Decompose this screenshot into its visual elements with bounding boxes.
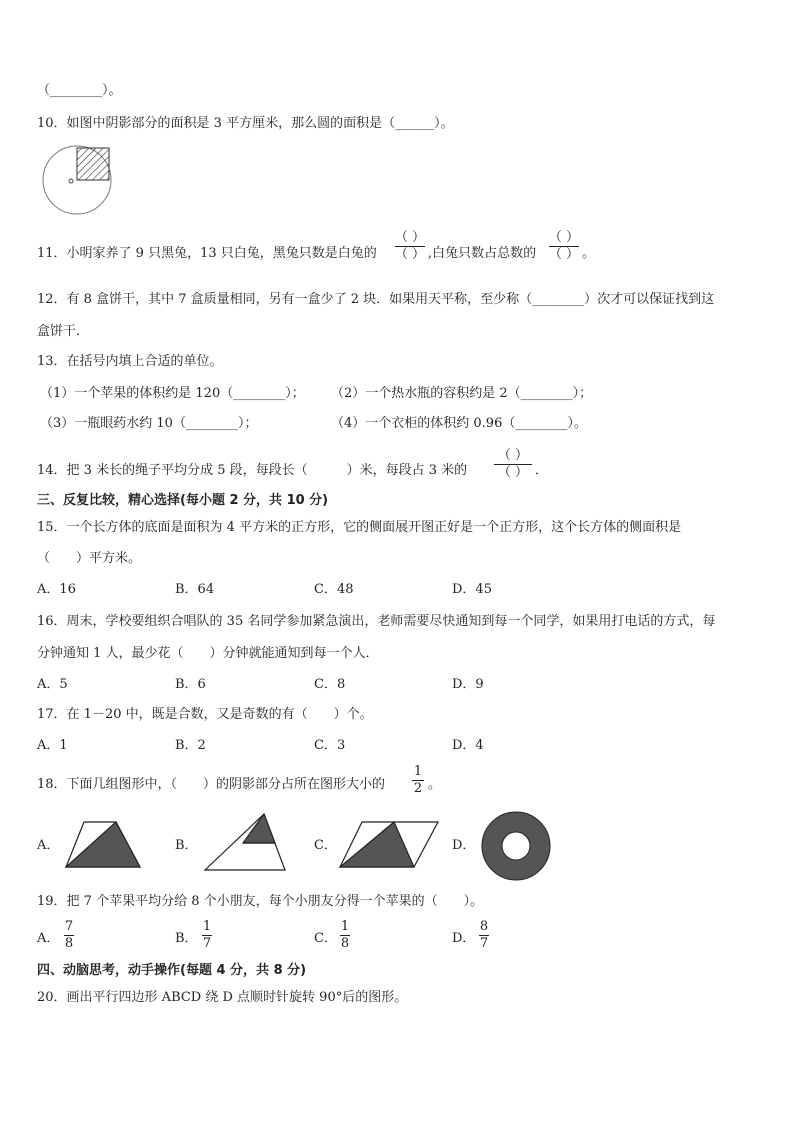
q19-c-num: 1 — [340, 919, 350, 934]
q11-frac1-num: （ ） — [394, 230, 426, 245]
q11-frac2-num: （ ） — [548, 230, 580, 245]
q16-option-d[interactable]: D．9 — [452, 677, 484, 692]
question-15-line-1: 15．一个长方体的底面是面积为 4 平方米的正方形，它的侧面展开图正好是一个正方形，这个长方体的侧面积是 — [37, 520, 682, 535]
q18-figure-c-parallelogram[interactable] — [338, 820, 440, 870]
q19-option-c-fraction[interactable] — [338, 919, 352, 952]
q18-option-b-label[interactable]: B． — [175, 838, 198, 853]
q18-fraction-half — [410, 764, 426, 797]
q11-text-2: ,白兔只数占总数的 — [428, 246, 537, 261]
q19-option-b-label[interactable]: B． — [175, 931, 198, 946]
q19-option-b-fraction[interactable] — [200, 919, 214, 952]
q19-c-den: 8 — [340, 936, 350, 951]
q17-option-c[interactable]: C．3 — [314, 738, 346, 753]
q19-a-num: 7 — [64, 919, 74, 934]
question-10: 10．如图中阴影部分的面积是 3 平方厘米，那么圆的面积是（______）。 — [37, 116, 454, 131]
q18-option-d-label[interactable]: D． — [452, 838, 476, 853]
q10-circle-figure — [40, 140, 120, 220]
q14-frac-num: （ ） — [497, 448, 529, 463]
q14-tail: ． — [535, 463, 549, 478]
q19-option-d-label[interactable]: D． — [452, 931, 476, 946]
q11-frac2-den: （ ） — [548, 247, 580, 262]
q16-option-b[interactable]: B．6 — [175, 677, 206, 692]
q18-frac-den: 2 — [413, 781, 423, 796]
question-13: 13．在括号内填上合适的单位。 — [37, 354, 223, 369]
q19-b-num: 1 — [202, 919, 212, 934]
question-20: 20．画出平行四边形 ABCD 绕 D 点顺时针旋转 90°后的图形。 — [37, 990, 408, 1005]
q18-figure-b-triangle[interactable] — [203, 812, 287, 872]
question-12-line-2: 盒饼干． — [37, 324, 90, 339]
q11-frac1-den: （ ） — [394, 247, 426, 262]
q17-option-a[interactable]: A．1 — [37, 738, 68, 753]
q19-option-c-label[interactable]: C． — [314, 931, 337, 946]
q19-a-den: 8 — [64, 936, 74, 951]
q19-option-a-fraction[interactable] — [62, 919, 76, 952]
question-17: 17．在 1－20 中，既是合数，又是奇数的有（ ）个。 — [37, 707, 373, 722]
q18-frac-num: 1 — [413, 764, 423, 779]
q19-b-den: 7 — [202, 936, 212, 951]
q13-item-1: （1）一个苹果的体积约是 120（________）； — [40, 386, 305, 401]
q13-item-3: （3）一瓶眼药水约 10（________）； — [40, 416, 258, 431]
q18-figure-d-ring[interactable] — [480, 810, 552, 882]
q19-option-a-label[interactable]: A． — [37, 931, 60, 946]
q11-fraction-blank-1 — [393, 230, 427, 263]
q14-frac-den: （ ） — [497, 465, 529, 480]
q19-d-num: 8 — [479, 919, 489, 934]
q9-answer-blank: （________）。 — [37, 83, 122, 98]
question-11 — [37, 245, 377, 263]
q17-option-b[interactable]: B．2 — [175, 738, 206, 753]
q16-option-a[interactable]: A．5 — [37, 677, 68, 692]
q16-option-c[interactable]: C．8 — [314, 677, 346, 692]
section-3-heading: 三、反复比较，精心选择(每小题 2 分，共 10 分) — [37, 493, 329, 508]
q19-d-den: 7 — [479, 936, 489, 951]
q15-option-d[interactable]: D．45 — [452, 582, 492, 597]
q17-option-d[interactable]: D．4 — [452, 738, 484, 753]
question-16-line-1: 16．周末，学校要组织合唱队的 35 名同学参加紧急演出，老师需要尽快通知到每一个同学，如果用打电话的方式，每 — [37, 614, 716, 629]
q15-option-a[interactable]: A．16 — [37, 582, 76, 597]
q11-text-3: 。 — [582, 246, 596, 261]
question-14: 14．把 3 米长的绳子平均分成 5 段，每段长（ ）米，每段占 3 米的 — [37, 463, 468, 478]
q19-option-d-fraction[interactable] — [477, 919, 491, 952]
q11-fraction-blank-2 — [547, 230, 581, 263]
q13-item-2: （2）一个热水瓶的容积约是 2（________）； — [331, 386, 593, 401]
q11-text-1: 11．小明家养了 9 只黑兔，13 只白兔，黑兔只数是白兔的 — [37, 246, 377, 261]
question-16-line-2: 分钟通知 1 人，最少花（ ）分钟就能通知到每一个人． — [37, 646, 379, 661]
section-4-heading: 四、动脑思考，动手操作(每题 4 分，共 8 分) — [37, 963, 307, 978]
question-12-line-1: 12．有 8 盒饼干，其中 7 盒质量相同，另有一盒少了 2 块．如果用天平称，至少称（________）次才可以保证找到这 — [37, 292, 715, 307]
q15-option-c[interactable]: C．48 — [314, 582, 354, 597]
q14-fraction-blank — [492, 448, 534, 481]
q18-tail: 。 — [428, 777, 442, 792]
question-18: 18．下面几组图形中，（ ）的阴影部分占所在图形大小的 — [37, 777, 386, 792]
question-19: 19．把 7 个苹果平均分给 8 个小朋友，每个小朋友分得一个苹果的（ ）。 — [37, 894, 484, 909]
question-15-line-2: （ ）平方米。 — [37, 551, 142, 566]
q18-option-c-label[interactable]: C． — [314, 838, 337, 853]
q15-option-b[interactable]: B．64 — [175, 582, 215, 597]
q18-option-a-label[interactable]: A． — [37, 838, 60, 853]
q18-figure-a-trapezoid[interactable] — [64, 820, 144, 870]
q13-item-4: （4）一个衣柜的体积约 0.96（________）。 — [331, 416, 587, 431]
